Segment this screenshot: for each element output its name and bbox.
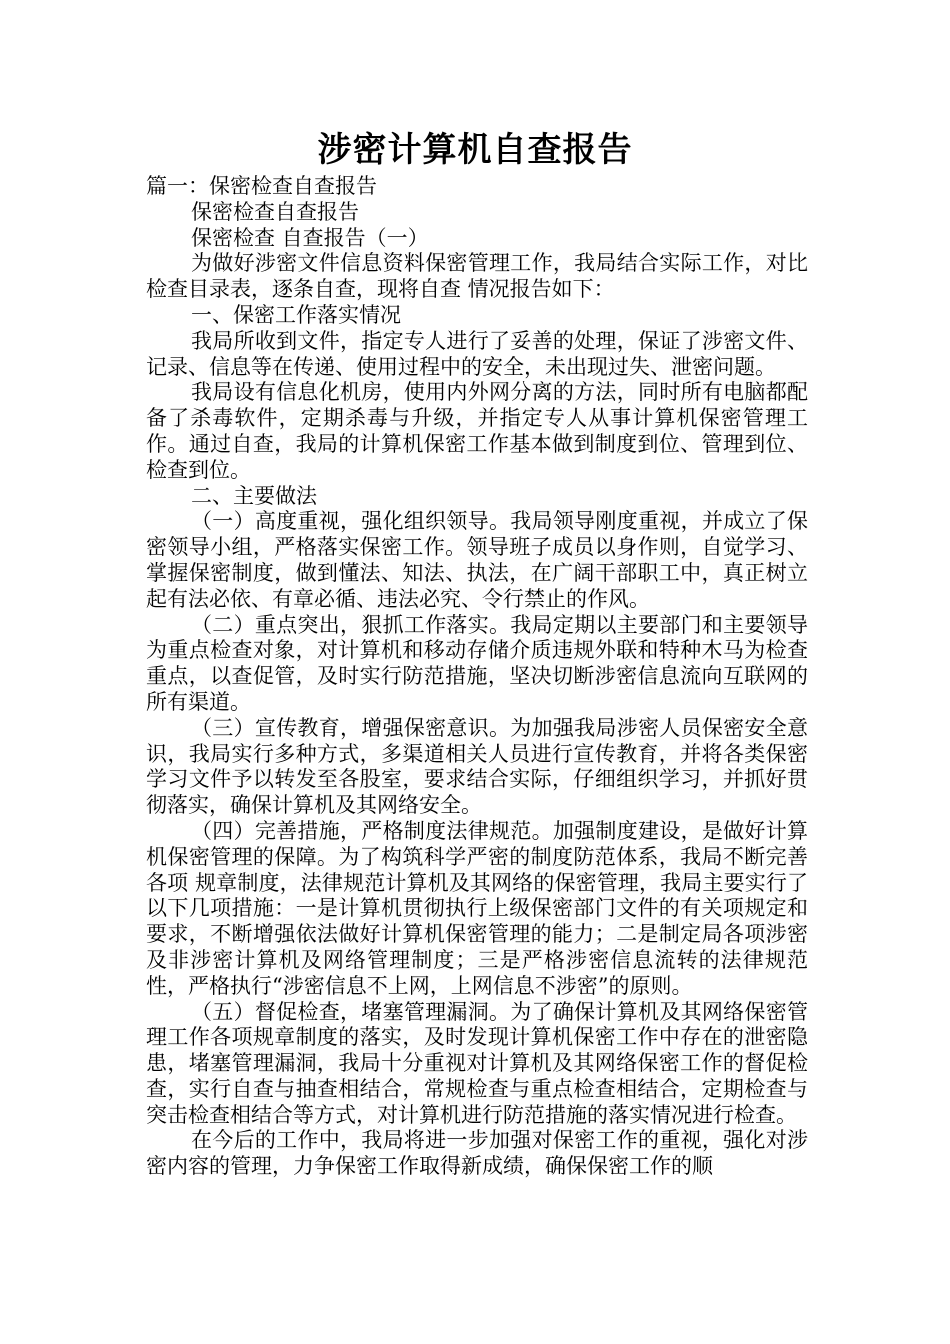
report-subtitle: 保密检查 自查报告（一） [191, 225, 429, 250]
section-heading-2: 二、主要做法 [191, 483, 317, 508]
paragraph-intro: 为做好涉密文件信息资料保密管理工作，我局结合实际工作，对比检查目录表，逐条自查，现将自查 情况报告如下： [146, 251, 808, 302]
paragraph-item-2: （二）重点突出，狠抓工作落实。我局定期以主要部门和主要领导为重点检查对象，对计算机和移动存储介质违规外联和特种木马为检查重点，以查促管，及时实行防范措施，坚决切断涉密信息流向互联网的所有渠道。 [146, 612, 808, 714]
report-title: 保密检查自查报告 [191, 199, 359, 224]
paragraph-item-1: （一）高度重视，强化组织领导。我局领导刚度重视，并成立了保密领导小组，严格落实保密工作。领导班子成员以身作则，自觉学习、掌握保密制度，做到懂法、知法、执法，在广阔干部职工中，真正树立起有法必依、有章必循、违法必究、令行禁止的作风。 [146, 509, 808, 611]
document-body [146, 174, 808, 1180]
paragraph-files: 我局所收到文件，指定专人进行了妥善的处理，保证了涉密文件、记录、信息等在传递、使用过程中的安全，未出现过失、泄密问题。 [146, 328, 808, 379]
part-heading: 篇一：保密检查自查报告 [146, 174, 377, 198]
paragraph-item-3: （三）宣传教育，增强保密意识。为加强我局涉密人员保密安全意识，我局实行多种方式，多渠道相关人员进行宣传教育，并将各类保密学习文件予以转发至各股室，要求结合实际，仔细组织学习，并抓好贯彻落实，确保计算机及其网络安全。 [146, 715, 808, 818]
paragraph-item-4: （四）完善措施，严格制度法律规范。加强制度建设，是做好计算机保密管理的保障。为了构筑科学严密的制度防范体系，我局不断完善各项 规章制度，法律规范计算机及其网络的保密管理，我局主要实行了以下几项措施：一是计算机贯彻执行上级保密部门文件的有关项规定和要求，不断增强依法做好计算机保密管理的能力；二是制定局各项涉密及非涉密计算机及网络管理制度；三是严格涉密信息流转的法律规范性，严格执行“涉密信息不上网，上网信息不涉密”的原则。 [146, 818, 808, 998]
paragraph-item-5: （五）督促检查，堵塞管理漏洞。为了确保计算机及其网络保密管理工作各项规章制度的落实，及时发现计算机保密工作中存在的泄密隐患，堵塞管理漏洞，我局十分重视对计算机及其网络保密工作的督促检查，实行自查与抽查相结合，常规检查与重点检查相结合，定期检查与突击检查相结合等方式，对计算机进行防范措施的落实情况进行检查。 [146, 999, 808, 1127]
document-title: 涉密计算机自查报告 [317, 130, 633, 170]
paragraph-computers: 我局设有信息化机房，使用内外网分离的方法，同时所有电脑都配备了杀毒软件，定期杀毒与升级，并指定专人从事计算机保密管理工作。通过自查，我局的计算机保密工作基本做到制度到位、管理到位、检查到位。 [146, 380, 808, 482]
paragraph-closing: 在今后的工作中，我局将进一步加强对保密工作的重视，强化对涉密内容的管理，力争保密工作取得新成绩，确保保密工作的顺 [146, 1128, 808, 1179]
section-heading-1: 一、保密工作落实情况 [191, 302, 401, 327]
